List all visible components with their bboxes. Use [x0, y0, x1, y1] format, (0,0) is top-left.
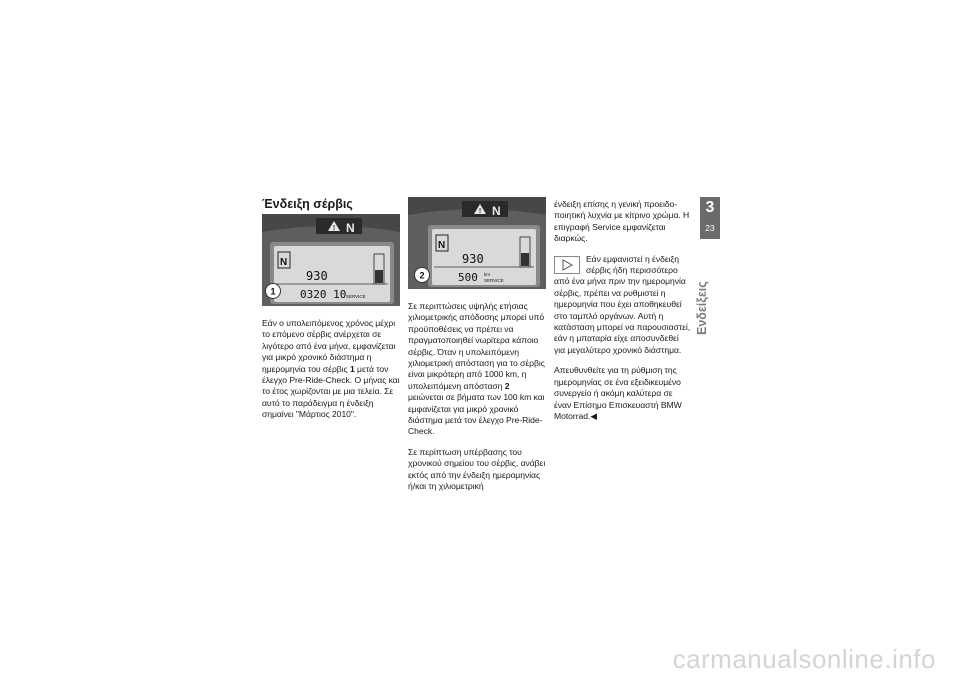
text-column-2: [408, 301, 546, 493]
odometer-reading: 930: [306, 269, 328, 283]
end-of-section-icon: ◀: [590, 410, 597, 421]
callout-2: 2: [419, 270, 425, 281]
gear-indicator: N: [438, 240, 446, 251]
figure-service-distance-display: [408, 197, 546, 289]
chapter-title-vertical: Ενδείξεις: [695, 281, 709, 335]
warning-indicator-label: N: [346, 221, 355, 235]
figure-reference: 2: [504, 380, 510, 391]
paragraph: Σε περιπτώσεις υψηλής ετήσιας χιλιομετρικής απόδοσης μπορεί υπό προϋποθέσεις να πρέπει να πραγματοποιηθεί νωρίτερα κάποιο σέρβις. Όταν η υπολειπόμενη χιλιομετρική απόσταση για το σέρβις είναι μικρότερη από 1000 km, η υπολειπόμενη απόσταση 2 μειώνεται σε βήματα των 100 km και εμφανίζεται για μικρό χρονικό διάστημα μετά τον έλεγχο Pre-Ride-Check.: [408, 301, 545, 437]
service-date-readout: 0320 10: [300, 288, 347, 301]
figure-reference: 1: [349, 363, 355, 374]
warning-indicator-label: N: [492, 204, 501, 218]
odometer-reading: 930: [462, 252, 484, 266]
distance-unit: km: [484, 272, 490, 277]
page-number: 23: [705, 223, 715, 233]
watermark: carmanualsonline.info: [672, 644, 936, 674]
text-column-1: [262, 318, 400, 421]
text-column-3: [554, 199, 692, 422]
note-paragraph: Εάν εμφανιστεί η ένδειξη σέρβις ήδη περισσότερο από ένα μήνα πριν την ημερομηνία σέρβις, πρέπει να ρυθμιστεί η ημερομηνία που έχει αποθηκευθεί στο ταμπλό οργάνων. Αυτή η κατάσταση μπορεί να παρουσιαστεί, εάν η μπαταρία είχε αποσυνδεθεί για μεγαλύτερο χρονικό διάστημα.: [554, 253, 691, 355]
paragraph: Απευθυνθείτε για τη ρύθμιση της ημερομηνίας σε ένα εξειδικευμένο συνεργείο ή ακόμη καλύτερα σε έναν Επίσημο Επισκευαστή BMW Motorrad.◀: [554, 365, 682, 421]
paragraph: Εάν ο υπολειπόμενος χρόνος μέχρι το επόμενο σέρβις ανέρχεται σε λιγότερο από ένα μήνα, εμφανίζεται για μικρό χρονικό διάστημα η ημερομηνία του σέρβις 1 μετά τον έλεγχο Pre-Ride-Check. Ο μήνας και το έτος χωρίζονται με μια τελεία. Σε αυτό το παράδειγμα η ένδειξη σημαίνει "Μάρτιος 2010".: [262, 318, 400, 420]
section-heading: Ένδειξη σέρβις: [262, 197, 353, 211]
svg-text:!: !: [332, 225, 336, 232]
figure-service-date-display: [262, 214, 400, 306]
svg-text:!: !: [478, 208, 482, 215]
service-label: SERVICE: [484, 278, 504, 283]
note-triangle-icon: [554, 256, 580, 274]
paragraph: ένδειξη επίσης η γενική προειδοποιητική λυχνία με κίτρινο χρώμα. Η επιγραφή Service εμφανίζεται διαρκώς.: [554, 199, 690, 244]
chapter-number: 3: [705, 199, 715, 216]
callout-1: 1: [270, 286, 276, 297]
paragraph: Σε περίπτωση υπέρβασης του χρονικού σημείου του σέρβις, ανάβει εκτός από την ένδειξη ημερομηνίας ή/και τη χιλιομετρική: [408, 446, 546, 492]
gear-indicator: N: [280, 257, 288, 268]
service-label: SERVICE: [346, 294, 366, 299]
service-distance-readout: 500: [458, 271, 478, 284]
